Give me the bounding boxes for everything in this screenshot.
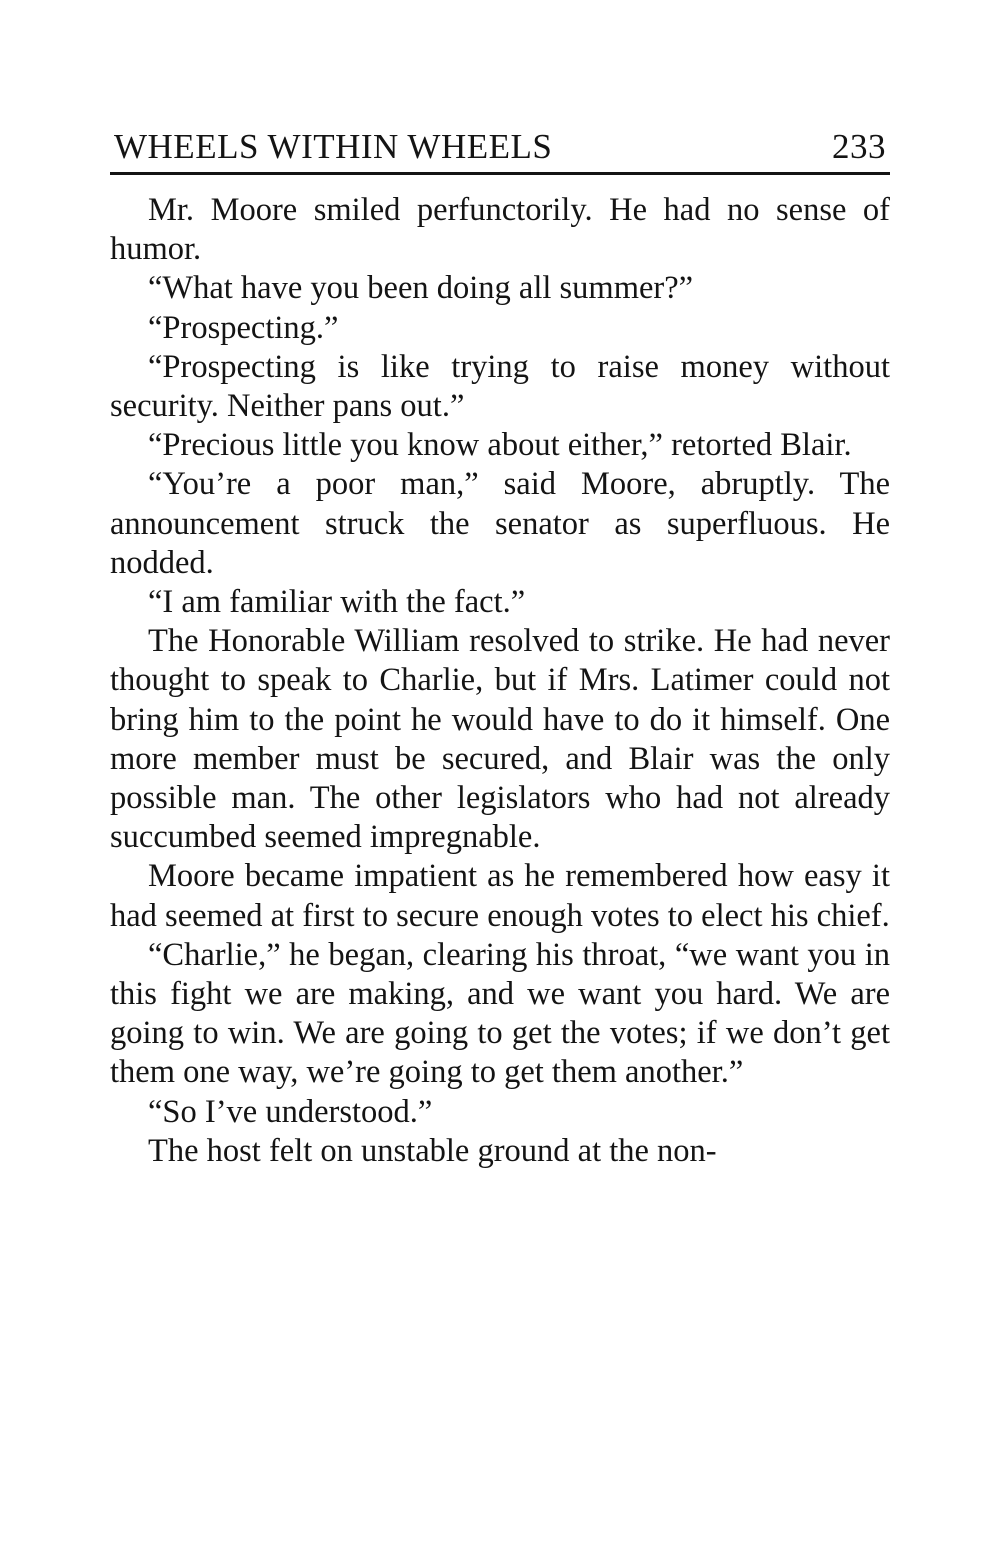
header-rule <box>110 172 890 175</box>
paragraph: Mr. Moore smiled perfunctorily. He had no sense of humor. <box>110 192 890 268</box>
paragraph: Moore became impatient as he remembered how easy it had seemed at first to secure enough votes to elect his chief. <box>110 858 890 934</box>
paragraph: The host felt on unstable ground at the non- <box>148 1132 717 1169</box>
chapter-title: WHEELS WITHIN WHEELS <box>114 127 553 166</box>
paragraph: “You’re a poor man,” said Moore, abruptly. The announcement struck the senator as superfluous. He nodded. <box>110 466 890 581</box>
paragraph: “Charlie,” he began, clearing his throat, “we want you in this fight we are making, and we want you hard. We are going to win. We are going to get the votes; if we don’t get them one way, we’re going to get them another.” <box>110 936 890 1091</box>
body-text <box>110 191 890 1171</box>
page-number: 233 <box>832 127 886 166</box>
paragraph: “Precious little you know about either,” retorted Blair. <box>148 427 852 464</box>
paragraph: “So I’ve understood.” <box>148 1093 433 1130</box>
paragraph: The Honorable William resolved to strike. He had never thought to speak to Charlie, but if Mrs. Latimer could not bring him to the point he would have to do it himself. One more member must be secured, and Blair was the only possible man. The other legislators who had not already succumbed seemed impregnable. <box>110 623 890 856</box>
paragraph: “Prospecting.” <box>148 309 339 346</box>
paragraph: “Prospecting is like trying to raise money without security. Neither pans out.” <box>110 348 890 425</box>
paragraph: “What have you been doing all summer?” <box>148 270 694 307</box>
running-head <box>110 126 890 168</box>
book-page <box>110 126 890 1171</box>
paragraph: “I am familiar with the fact.” <box>148 584 526 621</box>
